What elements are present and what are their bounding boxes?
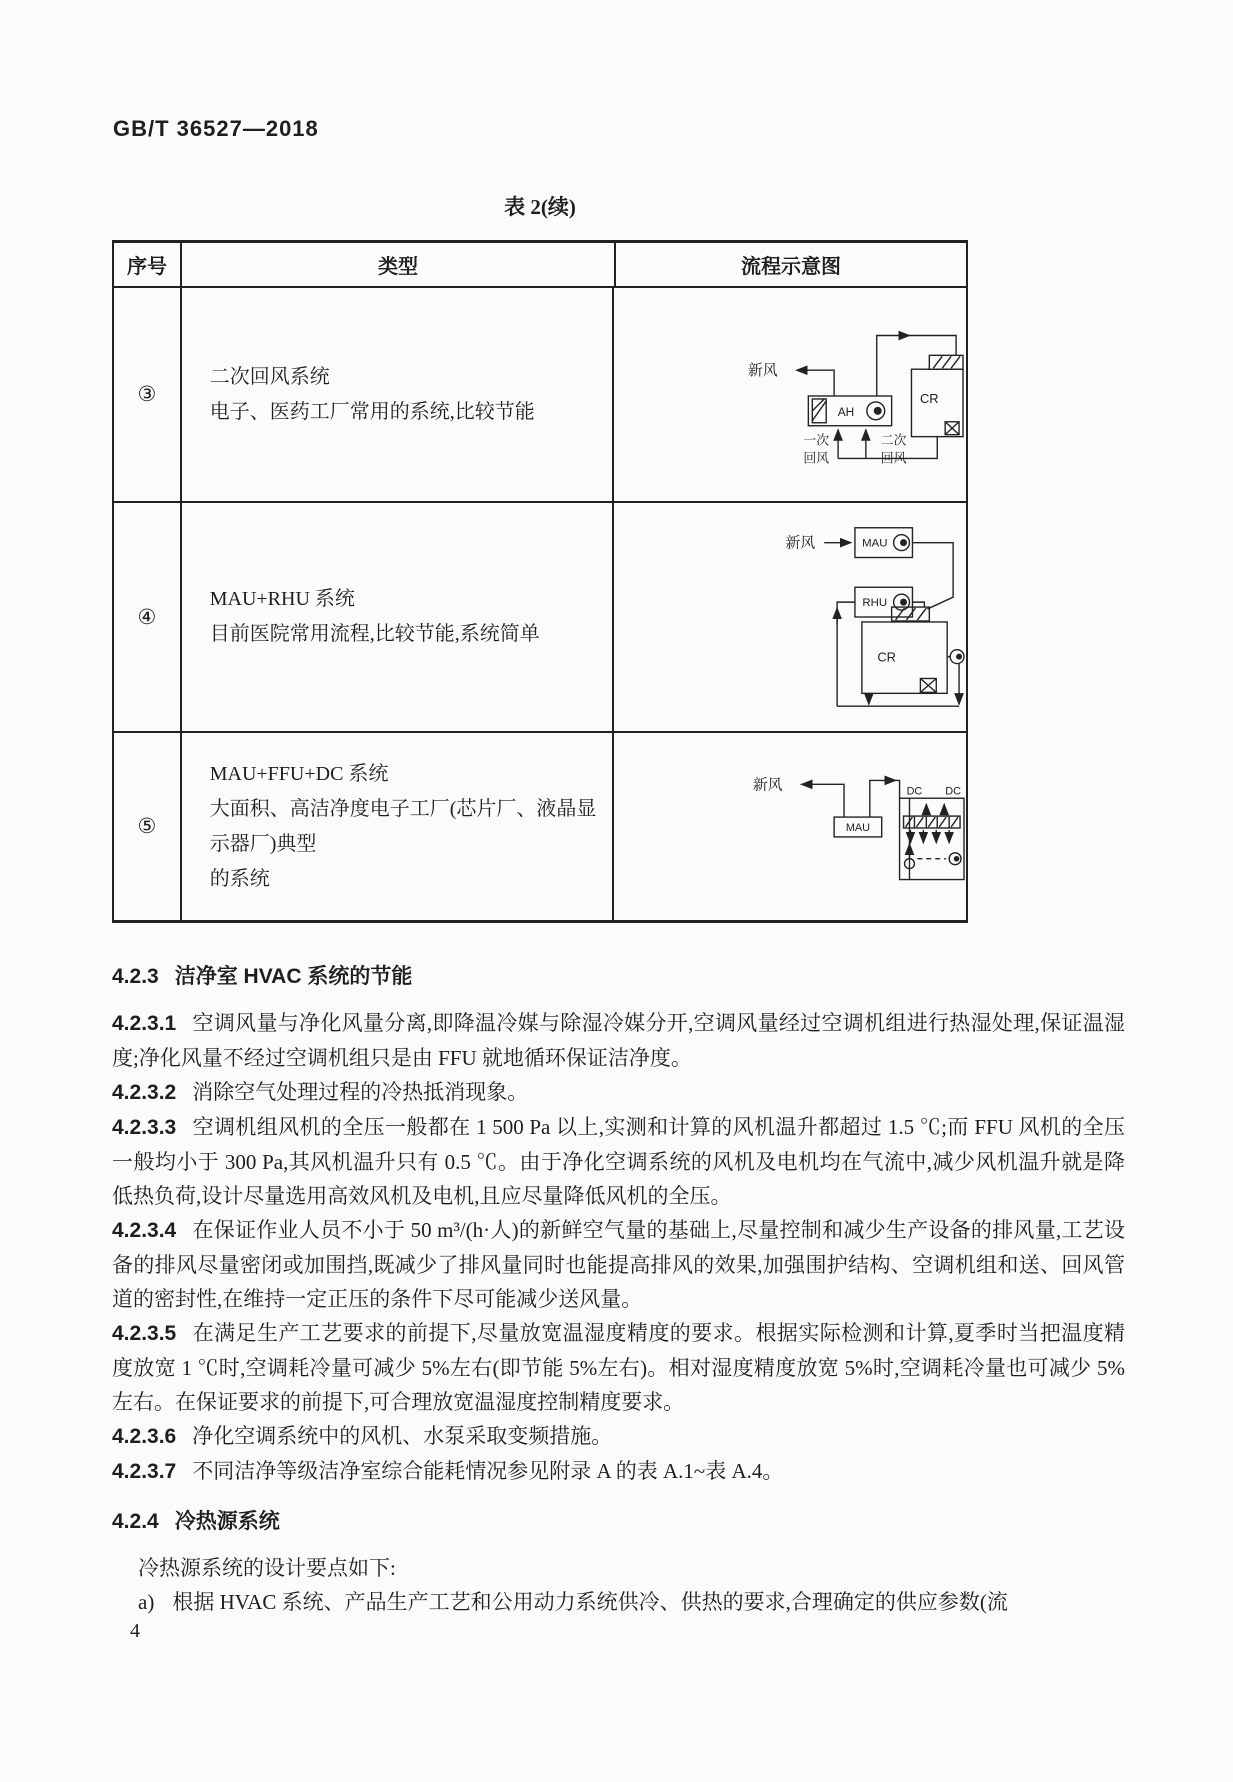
table-row xyxy=(114,501,966,731)
fresh-air-label: 新风 xyxy=(752,777,783,794)
clause-4-2-3-1 xyxy=(112,1006,1125,1075)
fresh-air-label: 新风 xyxy=(785,535,816,552)
table-row xyxy=(114,731,966,920)
type-description: 电子、医药工厂常用的系统,比较节能 xyxy=(209,400,535,423)
circled-number: ④ xyxy=(137,604,157,629)
clause-4-2-3-2 xyxy=(112,1075,1125,1110)
clause-text: 不同洁净等级洁净室综合能耗情况参见附录 A 的表 A.1~表 A.4。 xyxy=(192,1459,784,1483)
supply-duct xyxy=(877,336,910,396)
type-description: 大面积、高洁净度电子工厂(芯片厂、液晶显示器厂)典型 xyxy=(209,797,597,855)
type-cell xyxy=(180,288,612,501)
clause-number: 4.2.3.5 xyxy=(112,1322,177,1345)
dc-label: DC xyxy=(906,785,923,798)
diagram-cell xyxy=(612,288,966,501)
clause-number: 4.2.3.1 xyxy=(112,1012,177,1035)
type-description: 目前医院常用流程,比较节能,系统简单 xyxy=(209,623,540,645)
clause-number: 4.2.3.2 xyxy=(112,1081,177,1104)
clause-text: 在保证作业人员不小于 50 m³/(h·人)的新鲜空气量的基础上,尽量控制和减少生产设备的排风量,工艺设备的排风尽量密闭或加围挡,既减少了排风量同时也能提高排风的效果,加强围护结构、空调机组和送、回风管道的密封性,在维持一定正压的条件下尽可能减少送风量。 xyxy=(112,1218,1125,1311)
table-title: 表 2(续) xyxy=(504,195,576,219)
clause-4-2-3-5 xyxy=(112,1316,1125,1419)
list-item-text: 根据 HVAC 系统、产品生产工艺和公用动力系统供冷、供热的要求,合理确定的供应参数(流 xyxy=(172,1590,1008,1614)
fresh-air-label: 新风 xyxy=(747,363,778,380)
diagram-cell xyxy=(612,503,966,731)
clause-number: 4.2.3.4 xyxy=(112,1219,177,1242)
type-cell xyxy=(180,733,612,920)
column-header-type: 类型 xyxy=(180,243,614,286)
seq-cell xyxy=(114,733,180,920)
mau-label: MAU xyxy=(862,537,888,550)
clause-4-2-3-7 xyxy=(112,1454,1125,1489)
seq-cell xyxy=(114,503,180,731)
cleanroom-label: CR xyxy=(877,649,896,665)
secondary-return-label: 回风 xyxy=(880,450,907,466)
rhu-label: RHU xyxy=(862,597,888,610)
secondary-return-system-diagram xyxy=(614,287,966,502)
supply-duct xyxy=(870,780,900,817)
column-header-seq: 序号 xyxy=(127,256,167,278)
clause-number: 4.2.3.3 xyxy=(112,1116,177,1139)
secondary-return-label: 二次 xyxy=(880,432,907,448)
clause-text: 消除空气处理过程的冷热抵消现象。 xyxy=(192,1080,529,1104)
table-header-row xyxy=(114,243,966,286)
mau-ffu-dc-system-diagram xyxy=(614,732,966,921)
cleanroom-box xyxy=(862,622,947,693)
diagram-cell xyxy=(612,733,966,920)
section-title: 洁净室 HVAC 系统的节能 xyxy=(174,965,413,988)
type-description: 的系统 xyxy=(209,867,270,890)
circled-number: ⑤ xyxy=(137,814,157,838)
clause-4-2-3-4 xyxy=(112,1213,1125,1316)
table-row xyxy=(114,286,966,501)
ahu-label: AH xyxy=(837,404,855,419)
column-header-diagram: 流程示意图 xyxy=(614,243,966,286)
seq-cell xyxy=(114,288,180,501)
list-item-a xyxy=(112,1585,1125,1619)
type-title: MAU+RHU 系统 xyxy=(209,588,355,610)
section-title: 冷热源系统 xyxy=(174,1510,280,1533)
list-marker: a) xyxy=(138,1590,155,1614)
mau-rhu-system-diagram xyxy=(614,502,966,732)
type-title: MAU+FFU+DC 系统 xyxy=(209,762,389,785)
clause-text: 在满足生产工艺要求的前提下,尽量放宽温湿度精度的要求。根据实际检测和计算,夏季时当把温度精度放宽 1 ℃时,空调耗冷量可减少 5%左右(即节能 5%左右)。相对湿度精度放宽 5%时,空调耗冷量也可减少 5%左右。在保证要求的前提下,可合理放宽温湿度控制精度要求。 xyxy=(112,1321,1125,1414)
type-title: 二次回风系统 xyxy=(209,365,330,388)
fresh-air-duct xyxy=(796,370,834,396)
clause-number: 4.2.3.7 xyxy=(112,1460,177,1483)
section-heading-4-2-3 xyxy=(112,960,1125,994)
return-riser xyxy=(837,602,855,706)
clause-4-2-3-6 xyxy=(112,1419,1125,1454)
section-heading-4-2-4 xyxy=(112,1505,1125,1539)
section-number: 4.2.4 xyxy=(112,1510,159,1533)
dc-label: DC xyxy=(945,785,961,798)
clause-text: 净化空调系统中的风机、水泵采取变频措施。 xyxy=(192,1424,613,1448)
type-cell xyxy=(180,503,612,731)
table-2 xyxy=(112,240,968,923)
primary-return-label: 一次 xyxy=(803,432,830,448)
intro-line: 冷热源系统的设计要点如下: xyxy=(138,1556,396,1580)
clause-text: 空调风量与净化风量分离,即降温冷媒与除湿冷媒分开,空调风量经过空调机组进行热湿处理,保证温湿度;净化风量不经过空调机组只是由 FFU 就地循环保证洁净度。 xyxy=(112,1011,1125,1070)
document-body xyxy=(112,960,1125,1619)
cleanroom-label: CR xyxy=(920,390,939,406)
clause-4-2-3-3 xyxy=(112,1110,1125,1213)
standard-number: GB/T 36527—2018 xyxy=(113,116,319,141)
section-number: 4.2.3 xyxy=(112,965,159,988)
clause-number: 4.2.3.6 xyxy=(112,1425,177,1448)
supply-duct xyxy=(912,543,953,609)
primary-return-label: 回风 xyxy=(803,450,830,466)
circled-number: ③ xyxy=(137,382,157,406)
page-number: 4 xyxy=(130,1620,140,1642)
fresh-air-duct xyxy=(801,784,844,817)
clause-text: 空调机组风机的全压一般都在 1 500 Pa 以上,实测和计算的风机温升都超过 1.5 ℃;而 FFU 风机的全压一般均小于 300 Pa,其风机温升只有 0.5 ℃。由于净化空调系统的风机及电机均在气流中,减少风机温升就是降低热负荷,设计尽量选用高效风机及电机,且应尽量降低风机的全压。 xyxy=(112,1115,1125,1208)
mau-label: MAU xyxy=(845,821,871,834)
